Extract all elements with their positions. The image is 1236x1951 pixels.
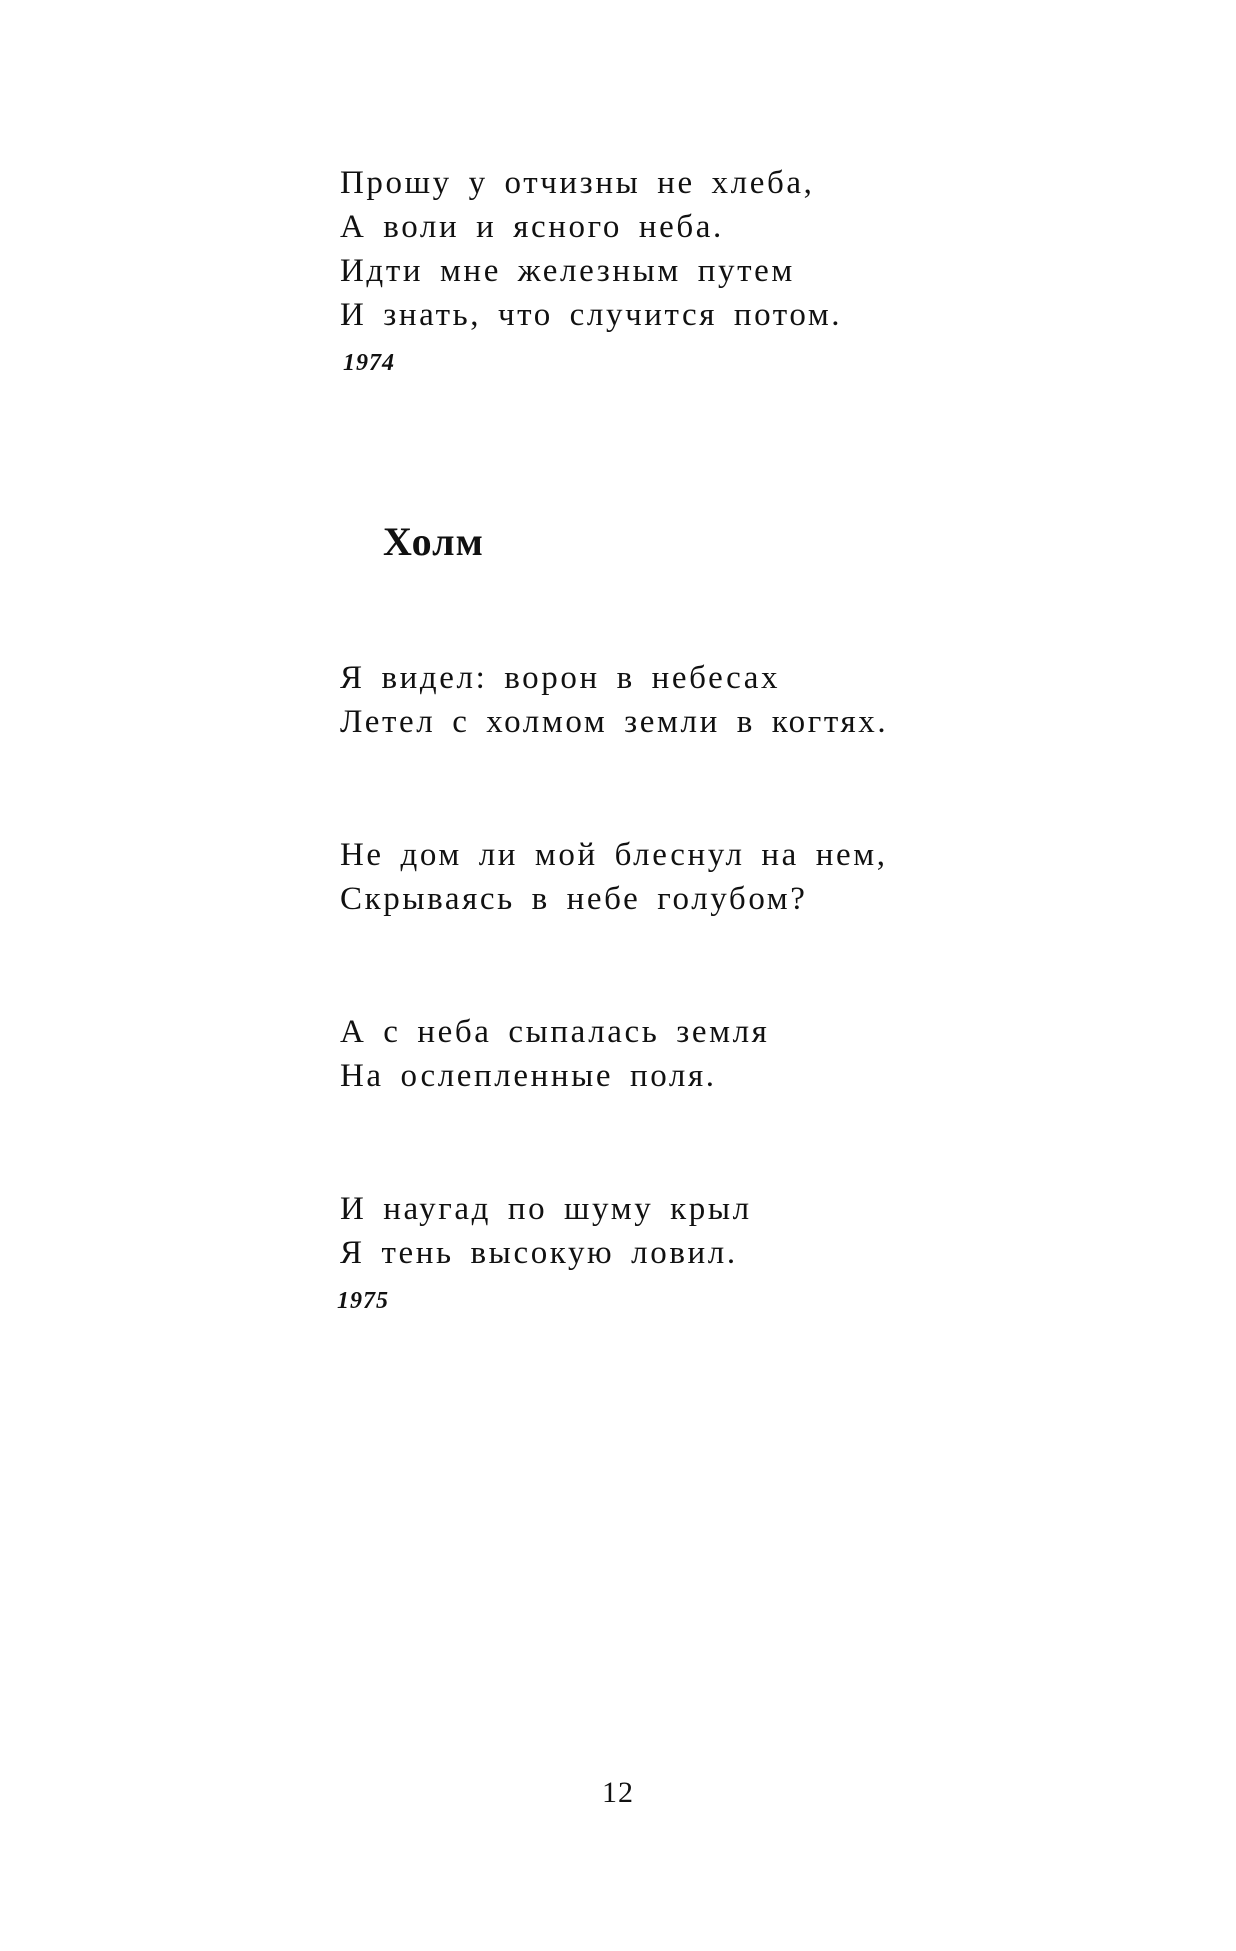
poem-line: На ослепленные поля. (340, 1058, 717, 1094)
poem-line: Я видел: ворон в небесах (340, 660, 781, 696)
poem-line: Идти мне железным путем (340, 253, 795, 289)
poem-line: Прошу у отчизны не хлеба, (340, 165, 815, 201)
poem-line: Я тень высокую ловил. (340, 1235, 738, 1271)
poem-2-date: 1975 (337, 1288, 389, 1314)
poem-line: Летел с холмом земли в когтях. (340, 704, 889, 740)
poem-1-stanza (340, 161, 842, 337)
poem-title: Холм (383, 519, 484, 564)
poem-2-stanza-1 (340, 656, 888, 744)
poem-2-stanza-2 (340, 833, 888, 921)
poem-line: Скрываясь в небе голубом? (340, 881, 808, 917)
page-number: 12 (602, 1776, 634, 1809)
poem-line: Не дом ли мой блеснул на нем, (340, 837, 888, 873)
poem-2-stanza-4 (340, 1187, 752, 1275)
poem-line: И знать, что случится потом. (340, 297, 843, 333)
poem-2-stanza-3 (340, 1010, 769, 1098)
poem-line: И наугад по шуму крыл (340, 1191, 752, 1227)
poem-1-date: 1974 (343, 350, 395, 376)
poem-line: А с неба сыпалась земля (340, 1014, 770, 1050)
poem-line: А воли и ясного неба. (340, 209, 724, 245)
